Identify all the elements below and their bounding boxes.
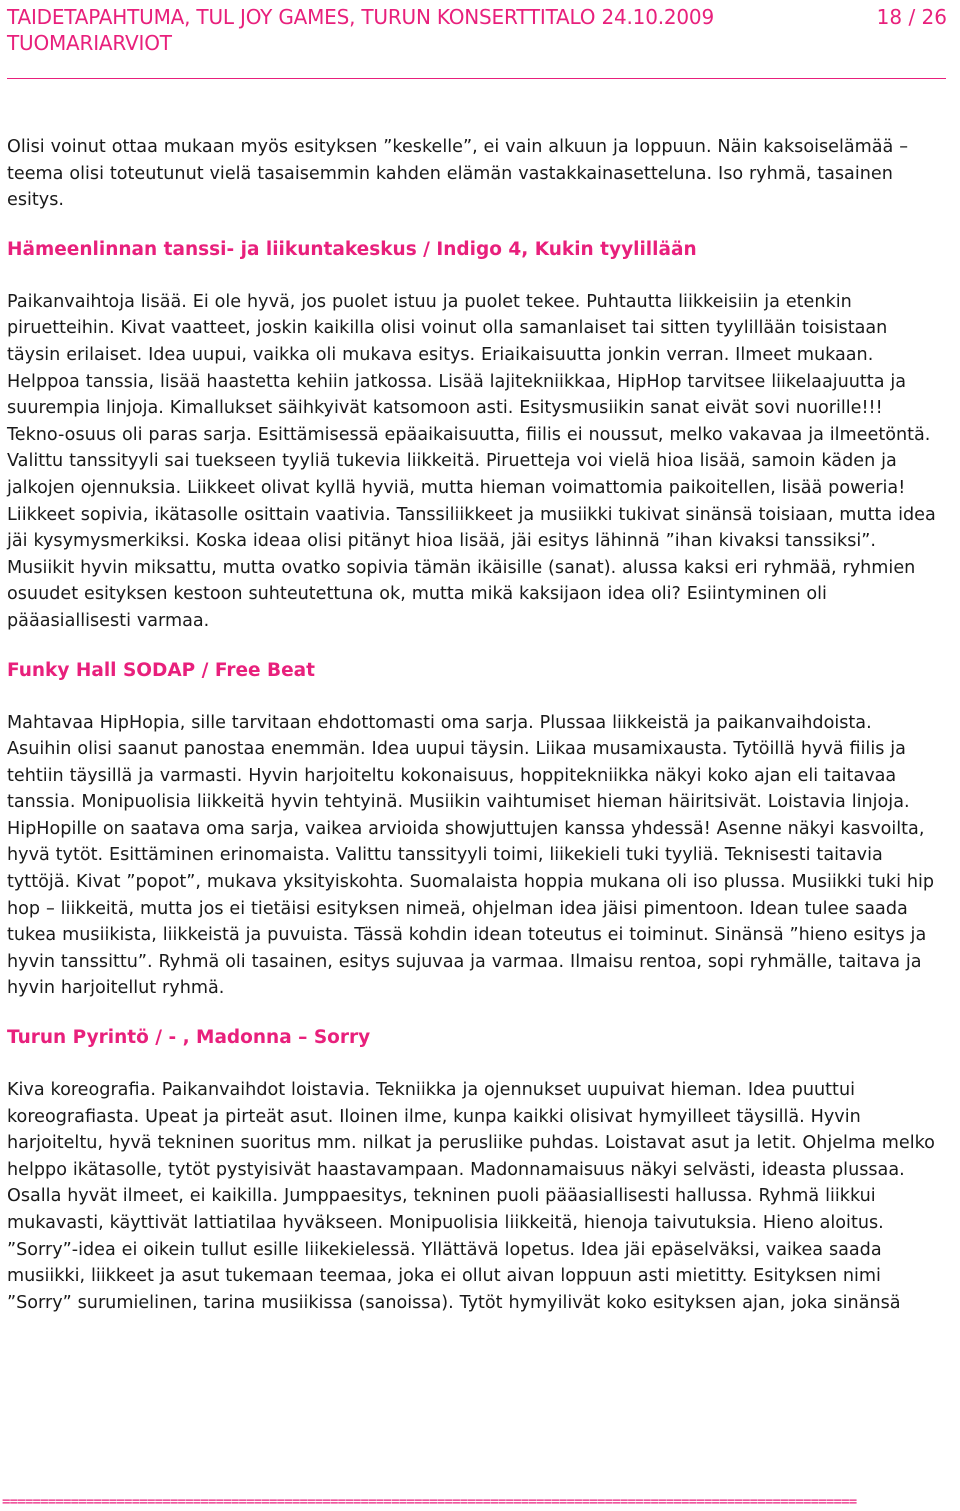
document-subtitle: TUOMARIARVIOT (7, 31, 172, 55)
page-header (7, 4, 953, 80)
section-heading: Hämeenlinnan tanssi- ja liikuntakeskus / Indigo 4, Kukin tyylillään (7, 238, 697, 260)
intro-paragraph: Olisi voinut ottaa mukaan myös esityksen ”keskelle”, ei vain alkuun ja loppuun. Näin kaksoiselämää – teema olisi toteutunut vielä tasaisemmin kahden elämän vastakkainasetteluna. Iso ryhmä, tasainen esitys. (7, 137, 909, 211)
header-divider (7, 78, 946, 79)
section-paragraph: Mahtavaa HipHopia, sille tarvitaan ehdottomasti oma sarja. Plussaa liikkeistä ja paikanvaihdoista. Asuihin olisi saanut panostaa enemmän. Idea uupui täysin. Liikaa musamixausta. Tytöillä hyvä fiilis ja tehtiin täysillä ja varmasti. Hyvin harjoiteltu kokonaisuus, hoppitekniikka näkyi koko ajan eli taitavaa tanssia. Monipuolisia liikkeitä hyvin tehtyinä. Musiikin vaihtumiset hieman häiritsivät. Loistavia linjoja. HipHopille on saatava oma sarja, vaikea arvioida showjuttujen kanssa yhdessä! Asenne näkyi kasvoilta, hyvä tytöt. Esittäminen erinomaista. Valittu tanssityyli toimi, liikekieli tuki tyyliä. Teknisesti taitavia tyttöjä. Kivat ”popot”, mukava yksityiskohta. Suomalaista hoppia mukana oli iso plussa. Musiikki tuki hip hop – liikkeitä, mutta jos ei tietäisi esityksen nimeä, ohjelman idea jäisi pimentoon. Idean tulee saada tukea musiikista, liikkeistä ja puvuista. Tässä kohdin idean toteutus ei toiminut. Sinänsä ”hieno esitys ja hyvin tanssittu”. Ryhmä oli tasainen, esitys sujuvaa ja varmaa. Ilmaisu rentoa, sopi ryhmälle, taitava ja hyvin harjoitellut ryhmä. (7, 712, 935, 999)
document-body (7, 134, 937, 1316)
section-paragraph: Kiva koreografia. Paikanvaihdot loistavia. Tekniikka ja ojennukset uupuivat hieman. Idea puuttui koreografiasta. Upeat ja pirteät asut. Iloinen ilme, kunpa kaikki olisivat hymyilleet täysillä. Hyvin harjoiteltu, hyvä tekninen suoritus mm. nilkat ja perusliike puhdas. Loistavat asut ja letit. Ohjelma melko helppo ikätasolle, tytöt pystyisivät haastavampaan. Madonnamaisuus näkyi selvästi, ideasta plussaa. Osalla hyvät ilmeet, ei kaikilla. Jumppaesitys, tekninen puoli pääasiallisesti hallussa. Ryhmä liikkui mukavasti, käyttivät lattiatilaa hyväkseen. Monipuolisia liikkeitä, hienoja taivutuksia. Hieno aloitus. ”Sorry”-idea ei oikein tullut esille liikekielessä. Yllättävä lopetus. Idea jäi epäselväksi, vaikea saada musiikki, liikkeet ja asut tukemaan teemaa, joka ei ollut aivan loppuun asti mietitty. Esityksen nimi ”Sorry” surumielinen, tarina musiikissa (sanoissa). Tytöt hymyilivät koko esityksen ajan, joka sinänsä (7, 1080, 935, 1313)
section-heading: Funky Hall SODAP / Free Beat (7, 659, 315, 681)
footer-divider: ================================================================================================================ (2, 1494, 857, 1510)
section-paragraph: Paikanvaihtoja lisää. Ei ole hyvä, jos puolet istuu ja puolet tekee. Puhtautta liikkeisiin ja etenkin piruetteihin. Kivat vaatteet, joskin kaikilla olisi voinut olla samanlaiset tai sitten tyylillään toisistaan täysin erilaiset. Idea uupui, vaikka oli mukava esitys. Eriaikaisuutta jonkin verran. Ilmeet mukaan. Helppoa tanssia, lisää haastetta kehiin jatkossa. Lisää lajitekniikkaa, HipHop tarvitsee liikelaajuutta ja suurempia linjoja. Kimallukset säihkyivät katsomoon asti. Esitysmusiikin sanat eivät sovi nuorille!!! Tekno-osuus oli paras sarja. Esittämisessä epäaikaisuutta, fiilis ei noussut, melko vakavaa ja ilmeetöntä. Valittu tanssityyli sai tuekseen tyyliä tukevia liikkeitä. Piruetteja voi vielä hioa lisää, samoin käden ja jalkojen ojennuksia. Liikkeet olivat kyllä hyviä, mutta hieman voimattomia paikoitellen, lisää poweria! Liikkeet sopivia, ikätasolle osittain vaativia. Tanssiliikkeet ja musiikki tukivat sinänsä toisiaan, mutta idea jäi kysymysmerkiksi. Koska ideaa olisi pitänyt hioa lisää, jäi esitys lähinnä ”ihan kivaksi tanssiksi”. Musiikit hyvin miksattu, mutta ovatko sopivia tämän ikäisille (sanat). alussa kaksi eri ryhmää, ryhmien osuudet esityksen kestoon suhteutettuna ok, mutta mikä kaksijaon idea oli? Esiintyminen oli pääasiallisesti varmaa. (7, 291, 936, 631)
event-title: TAIDETAPAHTUMA, TUL JOY GAMES, TURUN KONSERTTITALO 24.10.2009 (7, 5, 714, 29)
section-heading: Turun Pyrintö / - , Madonna – Sorry (7, 1027, 371, 1049)
page-number: 18 / 26 (876, 5, 947, 29)
